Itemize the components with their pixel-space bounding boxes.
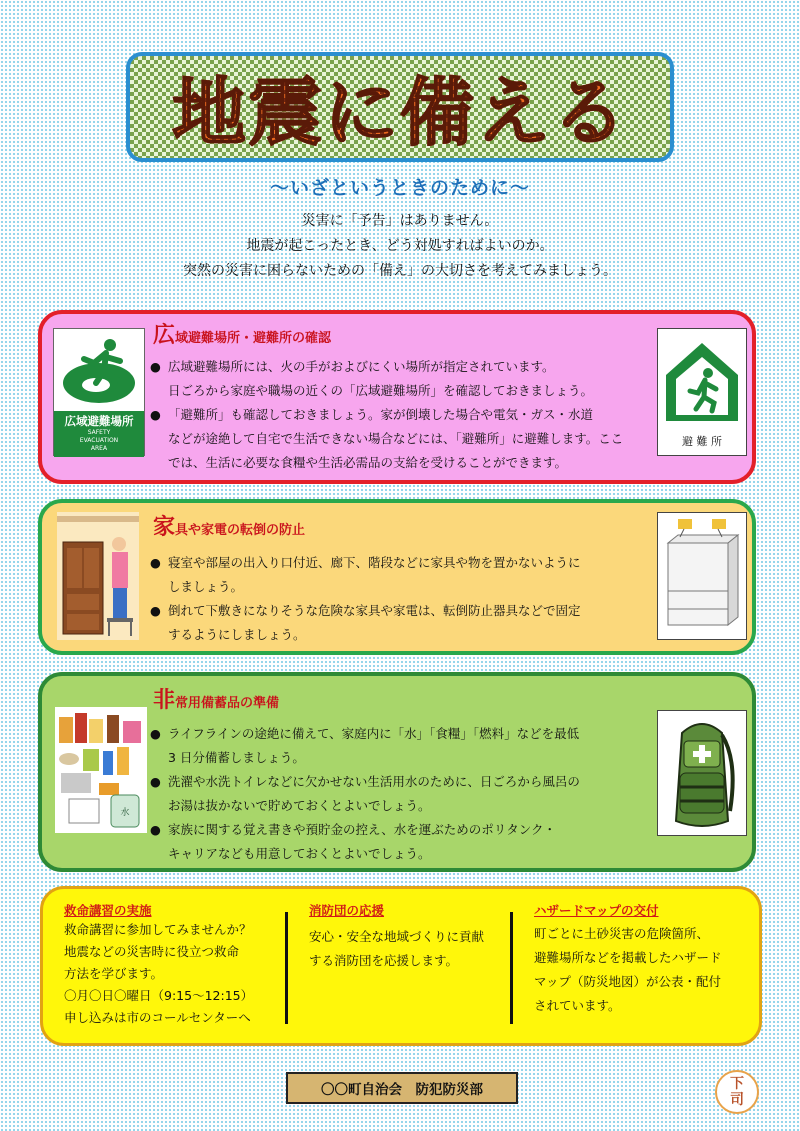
emer-line-1: ● ライフラインの途絶に備えて、家庭内に「水」「食糧」「燃料」などを最低 (150, 726, 580, 741)
logo-char-2: 司 (730, 1092, 744, 1108)
backpack-illustration (657, 710, 747, 836)
furn-line-1: ● 寝室や部屋の出入り口付近、廊下、階段などに家具や物を置かないように (150, 555, 581, 570)
evac-line-3: ● 「避難所」も確認しておきましょう。家が倒壊した場合や電気・ガス・水道 (150, 407, 594, 422)
furniture-title-initial: 家 (153, 515, 176, 540)
evacuation-title-initial: 広 (153, 323, 176, 348)
organization-label (286, 1072, 518, 1104)
emer-text-5: 家族に関する覚え書きや預貯金の控え、水を運ぶためのポリタンク・ (168, 822, 557, 837)
emergency-title-initial: 非 (153, 688, 176, 713)
shelter-house-icon (658, 335, 746, 425)
emer-line-5: ● 家族に関する覚え書きや預貯金の控え、水を運ぶためのポリタンク・ (150, 822, 557, 837)
fire-brigade-heading: 消防団の応援 (309, 903, 385, 918)
sign-left-en-1: SAFETY (87, 429, 111, 436)
page-subtitle: 〜いざというときのために〜 (269, 177, 530, 199)
furniture-title-rest: 具や家電の転倒の防止 (175, 523, 306, 538)
info-divider-1 (285, 912, 288, 1024)
info-col2-line-2: する消防団を応援します。 (309, 953, 459, 968)
info-col3-line-2: 避難場所などを掲載したハザード (534, 950, 722, 965)
town-logo-icon (715, 1070, 759, 1114)
info-col1-line-3: 方法を学びます。 (64, 966, 164, 981)
stockpile-icon (55, 707, 147, 833)
organization-name: 〇〇町自治会 防犯防災部 (321, 1082, 483, 1098)
furn-line-2: しましょう。 (168, 579, 244, 594)
info-col1-line-4: 〇月〇日〇曜日（9:15〜12:15） (64, 988, 254, 1003)
intro-line-2: 地震が起こったとき、どう対処すればよいのか。 (246, 238, 554, 254)
svg-text:水: 水 (120, 808, 130, 818)
info-col3-line-3: マップ（防災地図）が公表・配付 (534, 974, 722, 989)
evac-text-1: 広域避難場所には、火の手がおよびにくい場所が指定されています。 (168, 359, 555, 374)
info-divider-2 (510, 912, 513, 1024)
evacuation-shelter-sign (657, 328, 747, 456)
info-col3-line-4: されています。 (534, 998, 621, 1013)
furniture-fixing-icon (57, 512, 139, 640)
evac-line-5: では、生活に必要な食糧や生活必需品の支給を受けることができます。 (168, 455, 568, 470)
furn-text-3: 倒れて下敷きになりそうな危険な家具や家電は、転倒防止器具などで固定 (168, 603, 581, 618)
sign-left-en-3: AREA (90, 445, 108, 452)
intro-line-1: 災害に「予告」はありません。 (301, 213, 499, 229)
emer-line-3: ● 洗濯や水洗トイレなどに欠かせない生活用水のために、日ごろから風呂の (150, 774, 580, 789)
furn-text-1: 寝室や部屋の出入り口付近、廊下、階段などに家具や物を置かないように (168, 555, 581, 570)
evacuation-title-rest: 域避難場所・避難所の確認 (175, 331, 332, 346)
lifesaving-course-heading: 救命講習の実施 (64, 903, 152, 918)
info-col2-line-1: 安心・安全な地域づくりに貢献 (309, 929, 485, 944)
info-col1-line-2: 地震などの災害時に役立つ救命 (64, 944, 240, 959)
info-col1-line-1: 救命講習に参加してみませんか？ (64, 922, 252, 937)
sign-left-en-2: EVACUATION (79, 437, 119, 444)
title-banner (126, 52, 674, 162)
appliance-illustration (657, 512, 747, 640)
furniture-title (153, 510, 305, 541)
furn-line-3: ● 倒れて下敷きになりそうな危険な家具や家電は、転倒防止器具などで固定 (150, 603, 581, 618)
info-col1-line-5: 申し込みは市のコールセンターへ (64, 1010, 251, 1025)
emer-line-2: 3 日分備蓄しましょう。 (168, 750, 305, 765)
logo-char-1: 下 (730, 1076, 744, 1092)
evac-line-1: ● 広域避難場所には、火の手がおよびにくい場所が指定されています。 (150, 359, 555, 374)
furniture-illustration (57, 512, 139, 640)
supplies-illustration (55, 707, 147, 833)
furniture-section (38, 499, 756, 655)
emergency-title (153, 683, 279, 714)
sign-left-label: 広域避難場所 (64, 414, 134, 428)
emer-text-1: ライフラインの途絶に備えて、家庭内に「水」「食糧」「燃料」などを最低 (168, 726, 580, 741)
intro-line-3: 突然の災害に困らないための「備え」の大切さを考えてみましょう。 (183, 263, 617, 279)
page-title: 地震に備える (172, 54, 628, 160)
emergency-title-rest: 常用備蓄品の準備 (175, 696, 280, 711)
emer-line-6: キャリアなども用意しておくとよいでしょう。 (168, 846, 431, 861)
furn-line-4: するようにしましょう。 (168, 627, 306, 642)
hazard-map-heading: ハザードマップの交付 (534, 903, 659, 918)
emer-line-4: お湯は抜かないで貯めておくとよいでしょう。 (168, 798, 431, 813)
safety-evacuation-area-sign (53, 328, 145, 456)
evac-text-3: 「避難所」も確認しておきましょう。家が倒壊した場合や電気・ガス・水道 (168, 407, 594, 422)
evac-line-2: 日ごろから家庭や職場の近くの「広域避難場所」を確認しておきましょう。 (168, 383, 594, 398)
evac-line-4: などが途絶して自宅で生活できない場合などには、「避難所」に避難します。ここ (168, 431, 624, 446)
evacuation-title (153, 318, 331, 349)
evacuation-area-icon (54, 331, 144, 411)
fridge-stopper-icon (658, 513, 746, 639)
emer-text-3: 洗濯や水洗トイレなどに欠かせない生活用水のために、日ごろから風呂の (168, 774, 580, 789)
emergency-backpack-icon (658, 711, 746, 835)
sign-right-label: 避 難 所 (682, 435, 722, 448)
info-col3-line-1: 町ごとに土砂災害の危険箇所、 (534, 926, 710, 941)
